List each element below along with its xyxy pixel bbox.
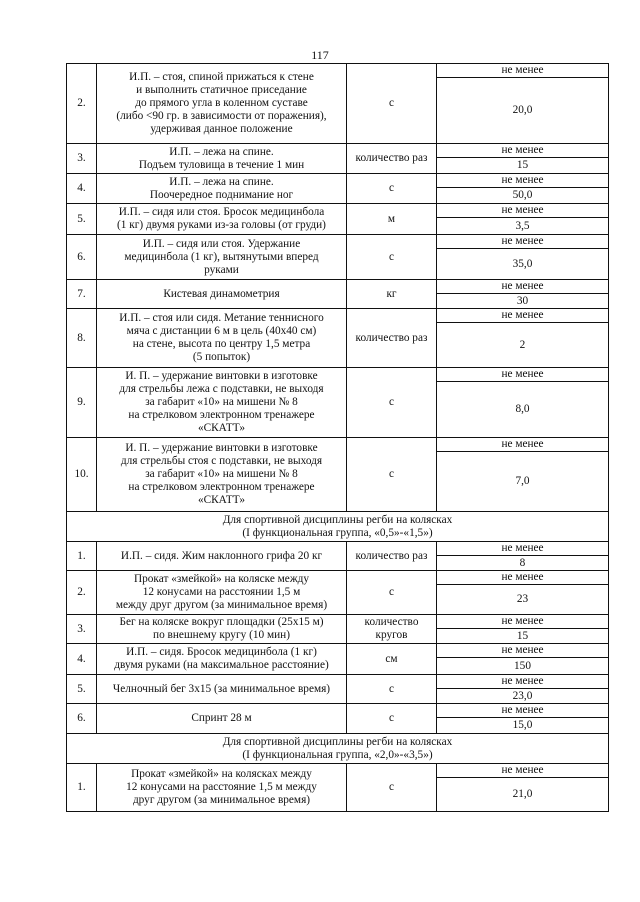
table-row — [67, 204, 609, 235]
exercise-line: Спринт 28 м — [191, 712, 252, 724]
norm-label: не менее — [437, 542, 608, 556]
norm-cell — [437, 764, 609, 812]
norm-value: 23 — [516, 593, 529, 605]
section-title: Для спортивной дисциплины регби на колясках — [222, 735, 453, 748]
section-subtitle: (I функциональная группа, «0,5»-«1,5») — [242, 526, 433, 539]
exercise-line: за габарит «10» на мишени № 8 — [145, 396, 298, 408]
unit-of-measure: с — [347, 235, 437, 280]
norm-label: не менее — [437, 309, 608, 323]
exercise-line: Прокат «змейкой» на колясках между — [131, 768, 312, 780]
exercise-line: между друг другом (за минимальное время) — [115, 599, 328, 611]
exercise-line: И.П. – стоя, спиной прижаться к стене — [129, 71, 314, 83]
row-number: 5. — [67, 675, 97, 704]
unit-of-measure: количество раз — [347, 144, 437, 174]
unit-of-measure: количество раз — [347, 542, 437, 571]
exercise-description — [97, 675, 347, 704]
norm-cell — [437, 144, 609, 174]
norm-cell — [437, 64, 609, 144]
norm-label: не менее — [437, 235, 608, 249]
norm-label: не менее — [437, 675, 608, 689]
norm-label: не менее — [437, 438, 608, 452]
norm-value: 30 — [516, 294, 529, 307]
norm-cell — [437, 571, 609, 615]
row-number: 3. — [67, 615, 97, 644]
norm-cell — [437, 704, 609, 734]
exercise-line: «СКАТТ» — [197, 494, 246, 506]
norm-label: не менее — [437, 704, 608, 718]
table-row — [67, 64, 609, 144]
norm-label: не менее — [437, 174, 608, 188]
exercise-description — [97, 571, 347, 615]
exercise-line: Кистевая динамометрия — [163, 287, 280, 300]
unit-of-measure: кг — [347, 280, 437, 309]
row-number: 3. — [67, 144, 97, 174]
exercise-line: Бег на коляске вокруг площадки (25x15 м) — [119, 616, 324, 628]
table-row — [67, 174, 609, 204]
exercise-description — [97, 615, 347, 644]
norm-cell — [437, 644, 609, 675]
norm-cell — [437, 368, 609, 438]
table-row — [67, 615, 609, 644]
table-row — [67, 644, 609, 675]
exercise-description — [97, 280, 347, 309]
exercise-line: 12 конусами на расстоянии 1,5 м — [142, 586, 301, 598]
row-number: 1. — [67, 542, 97, 571]
exercise-line: И. П. – удержание винтовки в изготовке — [125, 370, 318, 382]
exercise-line: (5 попыток) — [192, 351, 251, 363]
exercise-line: до прямого угла в коленном суставе — [135, 97, 308, 109]
exercise-line: за габарит «10» на мишени № 8 — [145, 468, 298, 480]
exercise-line: на стрелковом электронном тренажере — [128, 481, 315, 493]
exercise-description — [97, 644, 347, 675]
norm-value: 21,0 — [512, 788, 533, 800]
exercise-line: Поочередное поднимание ног — [149, 188, 294, 201]
norm-value: 20,0 — [512, 104, 533, 116]
norm-cell — [437, 235, 609, 280]
unit-of-measure: с — [347, 764, 437, 812]
exercise-line: Прокат «змейкой» на коляске между — [133, 573, 310, 585]
unit-of-measure: с — [347, 64, 437, 144]
table-row — [67, 280, 609, 309]
row-number: 7. — [67, 280, 97, 309]
row-number: 8. — [67, 309, 97, 368]
norm-cell — [437, 280, 609, 309]
row-number: 4. — [67, 174, 97, 204]
norm-cell — [437, 174, 609, 204]
exercise-line: И.П. – сидя. Жим наклонного грифа 20 кг — [120, 549, 323, 562]
unit-of-measure: с — [347, 368, 437, 438]
exercise-line: И.П. – стоя или сидя. Метание теннисного — [119, 312, 324, 324]
exercise-line: И. П. – удержание винтовки в изготовке — [125, 442, 318, 454]
norm-label: не менее — [437, 644, 608, 658]
section-header-group-2 — [67, 734, 609, 764]
table-row — [67, 704, 609, 734]
row-number: 2. — [67, 64, 97, 144]
section-title: Для спортивной дисциплины регби на колясках — [222, 513, 453, 526]
exercise-description — [97, 438, 347, 512]
norm-value: 15 — [516, 629, 529, 642]
table-row — [67, 235, 609, 280]
row-number: 1. — [67, 764, 97, 812]
exercise-description — [97, 204, 347, 235]
table-row — [67, 542, 609, 571]
table-row — [67, 368, 609, 438]
exercise-description — [97, 144, 347, 174]
norm-value: 8,0 — [515, 403, 530, 415]
unit-of-measure: количество кругов — [347, 615, 437, 644]
unit-of-measure: м — [347, 204, 437, 235]
norm-label: не менее — [437, 280, 608, 294]
unit-of-measure: с — [347, 704, 437, 734]
norm-label: не менее — [437, 764, 608, 778]
norm-value: 8 — [519, 556, 526, 569]
exercise-line: (1 кг) двумя руками из-за головы (от груди) — [117, 219, 326, 231]
row-number: 6. — [67, 704, 97, 734]
standards-table — [66, 63, 609, 812]
unit-of-measure: см — [347, 644, 437, 675]
exercise-line: «СКАТТ» — [197, 422, 246, 434]
exercise-description — [97, 368, 347, 438]
norm-value: 35,0 — [512, 257, 533, 270]
unit-of-measure: с — [347, 675, 437, 704]
exercise-line: мяча с дистанции 6 м в цель (40x40 см) — [126, 325, 317, 337]
row-number: 5. — [67, 204, 97, 235]
norm-value: 150 — [514, 659, 531, 672]
norm-value: 2 — [519, 338, 526, 351]
exercise-line: и выполнить статичное приседание — [136, 84, 307, 96]
norm-label: не менее — [437, 571, 608, 585]
exercise-line: удерживая данное положение — [150, 123, 293, 135]
norm-cell — [437, 615, 609, 644]
norm-label: не менее — [437, 144, 608, 158]
exercise-description — [97, 309, 347, 368]
row-number: 2. — [67, 571, 97, 615]
exercise-description — [97, 764, 347, 812]
exercise-line: И.П. – сидя или стоя. Бросок медицинбола — [118, 206, 325, 218]
exercise-description — [97, 235, 347, 280]
exercise-line: на стене, высота по центру 1,5 метра — [132, 338, 311, 350]
table-row — [67, 764, 609, 812]
exercise-line: И.П. – лежа на спине. — [169, 145, 274, 158]
exercise-line: (либо <90 гр. в зависимости от поражения), — [116, 110, 327, 122]
exercise-line: 12 конусами на расстояние 1,5 м между — [126, 781, 317, 793]
norm-label: не менее — [437, 64, 608, 78]
norm-cell — [437, 204, 609, 235]
table-row — [67, 144, 609, 174]
exercise-line: И.П. – сидя или стоя. Удержание — [142, 237, 301, 250]
exercise-line: Подъем туловища в течение 1 мин — [138, 158, 305, 171]
exercise-line: на стрелковом электронном тренажере — [128, 409, 315, 421]
exercise-description — [97, 704, 347, 734]
unit-of-measure: с — [347, 571, 437, 615]
norm-value: 3,5 — [515, 219, 530, 232]
table-row — [67, 438, 609, 512]
section-subtitle: (I функциональная группа, «2,0»-«3,5») — [242, 748, 433, 761]
norm-label: не менее — [437, 204, 608, 218]
norm-cell — [437, 438, 609, 512]
exercise-line: Челночный бег 3x15 (за минимальное время) — [112, 682, 331, 695]
unit-of-measure: количество раз — [347, 309, 437, 368]
exercise-line: медицинбола (1 кг), вытянутыми вперед — [124, 250, 319, 263]
norm-value: 7,0 — [515, 475, 530, 487]
norm-cell — [437, 675, 609, 704]
exercise-description — [97, 542, 347, 571]
norm-label: не менее — [437, 368, 608, 382]
section-header-group-1 — [67, 512, 609, 542]
norm-value: 15 — [516, 159, 529, 171]
norm-value: 23,0 — [512, 689, 533, 702]
norm-value: 15,0 — [512, 719, 533, 731]
unit-of-measure: с — [347, 174, 437, 204]
exercise-line: друг другом (за минимальное время) — [132, 794, 311, 806]
exercise-line: по внешнему кругу (10 мин) — [153, 629, 290, 641]
row-number: 4. — [67, 644, 97, 675]
norm-cell — [437, 309, 609, 368]
table-row — [67, 309, 609, 368]
exercise-line: руками — [204, 263, 239, 276]
exercise-description — [97, 64, 347, 144]
row-number: 6. — [67, 235, 97, 280]
row-number: 10. — [67, 438, 97, 512]
exercise-line: И.П. – сидя. Бросок медицинбола (1 кг) — [126, 646, 317, 658]
norm-value: 50,0 — [512, 189, 533, 201]
exercise-line: для стрельбы стоя с подставки, не выходя — [120, 455, 323, 467]
exercise-line: двумя руками (на максимальное расстояние) — [114, 659, 329, 671]
page-number: 117 — [311, 48, 329, 62]
table-row — [67, 675, 609, 704]
unit-of-measure: с — [347, 438, 437, 512]
norm-cell — [437, 542, 609, 571]
exercise-line: И.П. – лежа на спине. — [169, 175, 274, 188]
row-number: 9. — [67, 368, 97, 438]
norm-label: не менее — [437, 615, 608, 629]
exercise-line: для стрельбы лежа с подставки, не выходя — [119, 383, 324, 395]
table-row — [67, 571, 609, 615]
exercise-description — [97, 174, 347, 204]
